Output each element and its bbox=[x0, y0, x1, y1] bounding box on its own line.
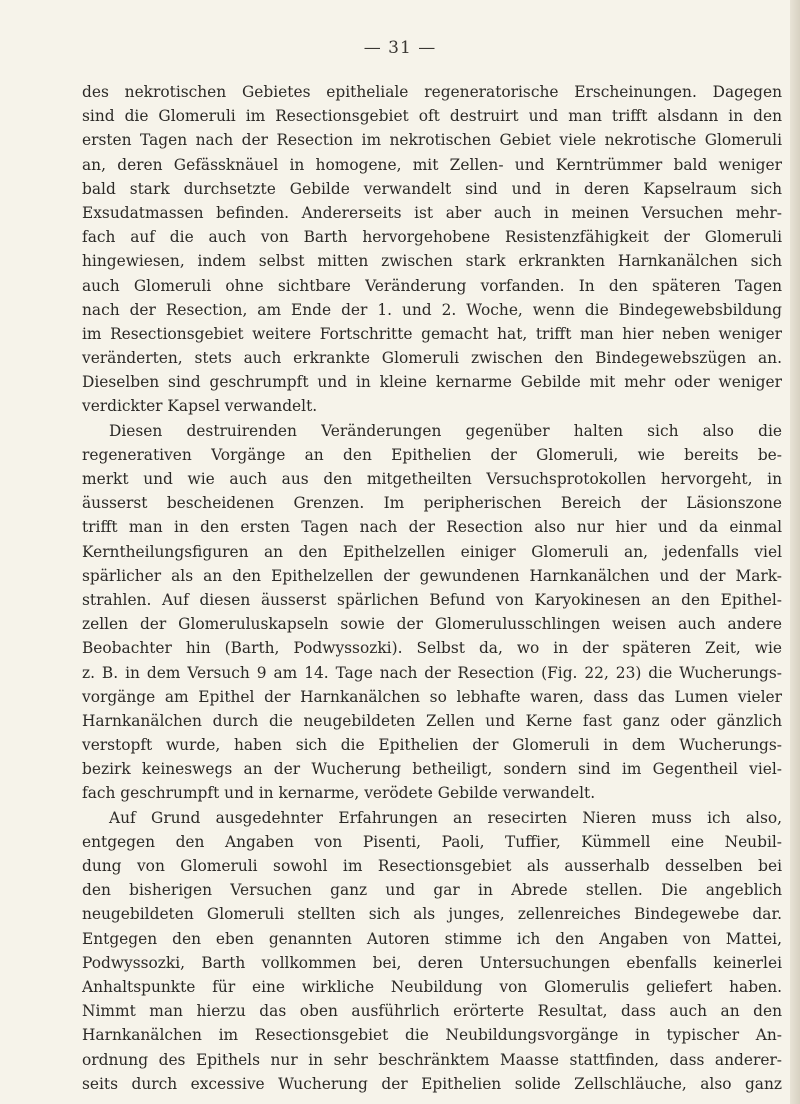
text-line: Dieselben sind geschrumpft und in kleine kernarme Gebilde mit mehr oder weniger bbox=[82, 373, 782, 392]
text-line: im Resectionsgebiet weitere Fortschritte gemacht hat, trifft man hier neben weniger bbox=[82, 324, 782, 343]
text-line: Diesen destruirenden Veränderungen gegenüber halten sich also die bbox=[109, 421, 782, 440]
text-line: dung von Glomeruli sowohl im Resectionsgebiet als ausserhalb desselben bei bbox=[82, 857, 782, 875]
text-line: sind die Glomeruli im Resectionsgebiet oft destruirt und man trifft alsdann in den bbox=[82, 107, 782, 126]
text-line: merkt und wie auch aus den mitgetheilten Versuchsprotokollen hervorgeht, in bbox=[82, 470, 782, 488]
text-line: vorgänge am Epithel der Harnkanälchen so lebhafte waren, dass das Lumen vieler bbox=[82, 687, 782, 706]
text-line: veränderten, stets auch erkrankte Glomeruli zwischen den Bindegewebszügen an. bbox=[82, 349, 782, 368]
text-line: bezirk keineswegs an der Wucherung betheiligt, sondern sind im Gegentheil viel- bbox=[82, 760, 782, 779]
text-line: Nimmt man hierzu das oben ausführlich erörterte Resultat, dass auch an den bbox=[82, 1002, 782, 1021]
paragraph-1 bbox=[82, 80, 782, 419]
text-line: regenerativen Vorgänge an den Epithelien der Glomeruli, wie bereits be- bbox=[82, 445, 782, 464]
text-line: z. B. in dem Versuch 9 am 14. Tage nach der Resection (Fig. 22, 23) die Wucherungs- bbox=[82, 663, 782, 682]
text-line: hingewiesen, indem selbst mitten zwischen stark erkrankten Harnkanälchen sich bbox=[82, 252, 782, 271]
paragraph-3 bbox=[82, 806, 782, 1096]
paragraph-2 bbox=[82, 419, 782, 806]
page-edge bbox=[790, 0, 800, 1104]
text-line: Harnkanälchen durch die neugebildeten Zellen und Kerne fast ganz oder gänzlich bbox=[82, 711, 782, 730]
text-line: spärlicher als an den Epithelzellen der gewundenen Harnkanälchen und der Mark- bbox=[82, 566, 782, 585]
text-line: auch Glomeruli ohne sichtbare Veränderung vorfanden. In den späteren Tagen bbox=[82, 276, 782, 295]
text-line: äusserst bescheidenen Grenzen. Im peripherischen Bereich der Läsionszone bbox=[82, 494, 782, 513]
text-line: Harnkanälchen im Resectionsgebiet die Neubildungsvorgänge in typischer An- bbox=[82, 1026, 782, 1045]
text-line: Entgegen den eben genannten Autoren stimme ich den Angaben von Mattei, bbox=[82, 929, 782, 948]
text-line: strahlen. Auf diesen äusserst spärlichen Befund von Karyokinesen an den Epithel- bbox=[82, 590, 782, 609]
text-line: neugebildeten Glomeruli stellten sich als junges, zellenreiches Bindegewebe dar. bbox=[82, 905, 782, 924]
text-line: verstopft wurde, haben sich die Epithelien der Glomeruli in dem Wucherungs- bbox=[82, 736, 782, 755]
text-line: verdickter Kapsel verwandelt. bbox=[82, 397, 318, 416]
text-line: fach geschrumpft und in kernarme, verödete Gebilde verwandelt. bbox=[82, 784, 596, 803]
text-line: fach auf die auch von Barth hervorgehobene Resistenzfähigkeit der Glomeruli bbox=[82, 228, 782, 247]
text-line: entgegen den Angaben von Pisenti, Paoli, Tuffier, Kümmell eine Neubil- bbox=[82, 832, 782, 851]
text-line: an, deren Gefässknäuel in homogene, mit Zellen- und Kerntrümmer bald weniger bbox=[82, 155, 782, 174]
text-line: trifft man in den ersten Tagen nach der Resection also nur hier und da einmal bbox=[82, 518, 782, 537]
text-line: Anhaltspunkte für eine wirkliche Neubildung von Glomerulis geliefert haben. bbox=[82, 977, 782, 996]
text-line: den bisherigen Versuchen ganz und gar in Abrede stellen. Die angeblich bbox=[82, 881, 782, 900]
text-line: Auf Grund ausgedehnter Erfahrungen an resecirten Nieren muss ich also, bbox=[109, 808, 782, 827]
text-line: Podwyssozki, Barth vollkommen bei, deren Untersuchungen ebenfalls keinerlei bbox=[82, 953, 782, 972]
text-line: seits durch excessive Wucherung der Epithelien solide Zellschläuche, also ganz bbox=[82, 1074, 782, 1093]
text-line: Beobachter hin (Barth, Podwyssozki). Selbst da, wo in der späteren Zeit, wie bbox=[82, 639, 782, 658]
text-line: Exsudatmassen befinden. Andererseits ist aber auch in meinen Versuchen mehr- bbox=[82, 203, 782, 222]
page-number: — 31 — bbox=[363, 38, 437, 58]
text-line: bald stark durchsetzte Gebilde verwandelt sind und in deren Kapselraum sich bbox=[82, 179, 782, 198]
text-line: Kerntheilungsfiguren an den Epithelzellen einiger Glomeruli an, jedenfalls viel bbox=[82, 542, 782, 561]
text-line: ordnung des Epithels nur in sehr beschränktem Maasse stattfinden, dass anderer- bbox=[82, 1050, 782, 1069]
body-text bbox=[82, 80, 782, 1096]
text-line: zellen der Glomeruluskapseln sowie der Glomerulusschlingen weisen auch andere bbox=[82, 615, 782, 634]
text-line: des nekrotischen Gebietes epitheliale regeneratorische Erscheinungen. Dagegen bbox=[82, 83, 782, 101]
text-line: ersten Tagen nach der Resection im nekrotischen Gebiet viele nekrotische Glomeruli bbox=[82, 131, 782, 150]
text-line: nach der Resection, am Ende der 1. und 2. Woche, wenn die Bindegewebsbildung bbox=[82, 300, 782, 319]
